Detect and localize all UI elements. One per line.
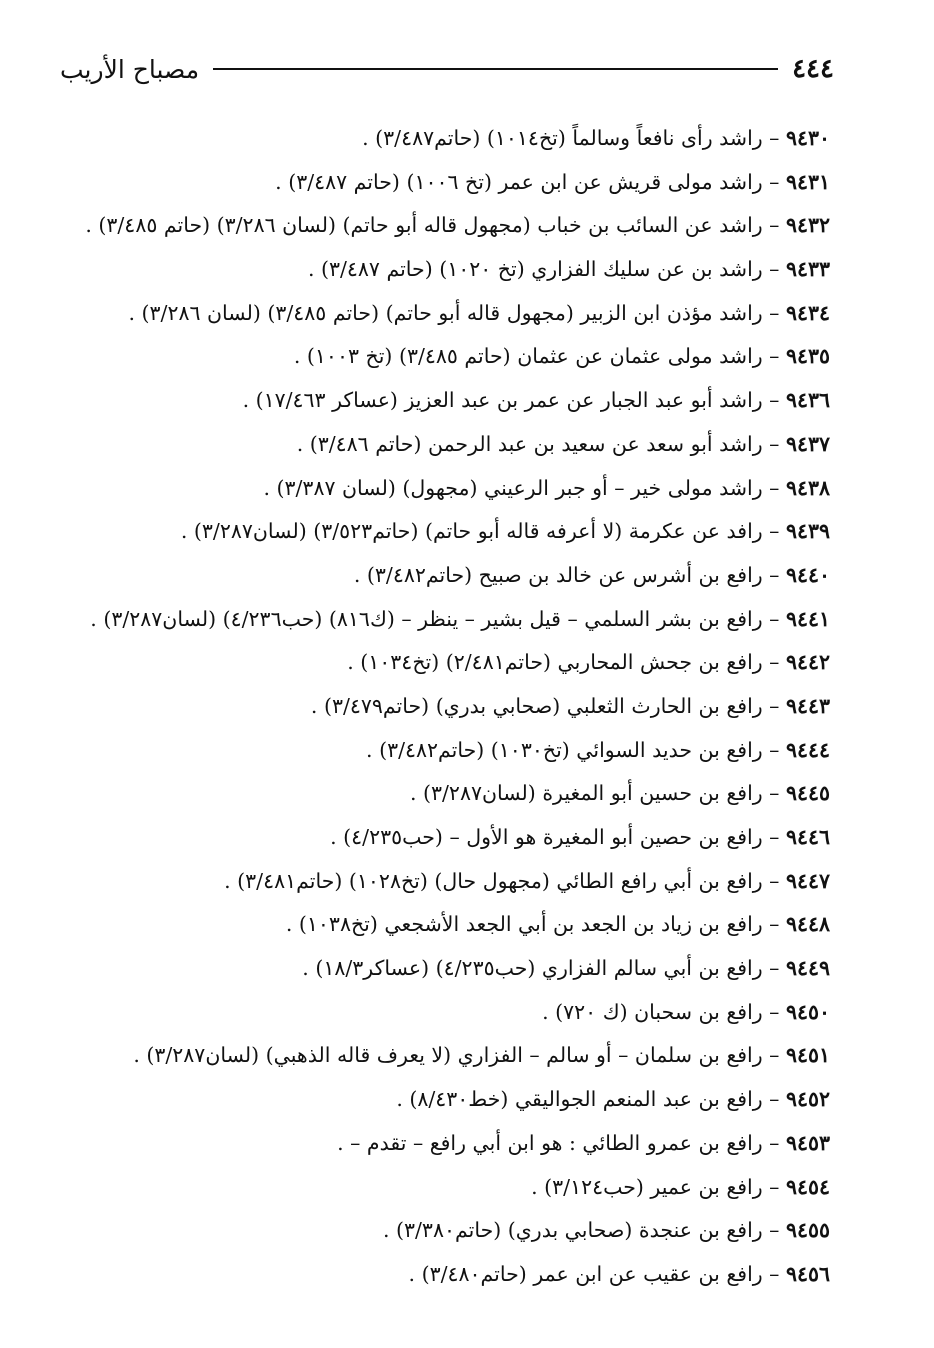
entry-text: – رافع بن جحش المحاربي (حاتم٢/٤٨١) (تخ١٠٣٤) . (347, 650, 786, 675)
list-item (40, 641, 830, 685)
entry-number: ٩٤٤٠ (785, 562, 830, 587)
entry-number: ٩٤٤٤ (785, 737, 830, 762)
entry-number: ٩٤٥٣ (785, 1130, 830, 1155)
entry-number: ٩٤٣٣ (785, 257, 830, 282)
entry-number: ٩٤٥١ (785, 1043, 830, 1068)
entry-text: – راشد أبو عبد الجبار عن عمر بن عبد العزيز (عساكر ١٧/٤٦٣) . (242, 388, 786, 413)
list-item (40, 204, 830, 248)
page-header (60, 46, 834, 92)
entry-text: – رافع بن زياد بن الجعد بن أبي الجعد الأشجعي (تخ١٠٣٨) . (285, 912, 786, 937)
entry-text: – راشد مولى عثمان عن عثمان (حاتم ٣/٤٨٥) (تخ ١٠٠٣) . (293, 344, 786, 369)
entry-number: ٩٤٤٥ (785, 781, 830, 806)
entry-text: – رافع بن عمير (حب٣/١٢٤) . (531, 1174, 786, 1199)
list-item (40, 379, 830, 423)
entry-number: ٩٤٥٠ (785, 999, 830, 1024)
entry-number: ٩٤٣٢ (785, 213, 830, 238)
entry-number: ٩٤٤٩ (785, 956, 830, 981)
entry-text: – رافع بن عمرو الطائي : هو ابن أبي رافع – تقدم – . (337, 1130, 786, 1155)
entry-number: ٩٤٤٢ (785, 650, 830, 675)
entry-text: – رافع بن حصين أبو المغيرة هو الأول – (حب٤/٢٣٥) . (330, 825, 786, 849)
entry-text: – رافع بن سحبان (ك ٧٢٠) . (542, 999, 786, 1024)
entry-text: – رافع بن أبي رافع الطائي (مجهول حال) (تخ١٠٢٨) (حاتم٣/٤٨١) . (224, 868, 786, 893)
entry-text: – رافع بن عبد المنعم الجواليقي (خط٨/٤٣٠) . (396, 1087, 786, 1112)
entry-number: ٩٤٣١ (785, 169, 830, 194)
entry-number: ٩٤٥٢ (785, 1087, 830, 1112)
entry-number: ٩٤٥٥ (785, 1218, 830, 1243)
entry-number: ٩٤٣٧ (785, 431, 830, 456)
list-item (40, 161, 830, 205)
entry-number: ٩٤٣٥ (785, 344, 830, 369)
entry-text: – رافع بن حديد السوائي (تخ١٠٣٠) (حاتم٣/٤٨٢) . (366, 737, 786, 762)
entry-number: ٩٤٣٤ (785, 300, 830, 325)
list-item (40, 1166, 830, 1210)
entry-text: – رافع بن حسين أبو المغيرة (لسان٣/٢٨٧) . (409, 781, 786, 806)
list-item (40, 1034, 830, 1078)
entry-text: – راشد عن السائب بن خباب (مجهول قاله أبو حاتم) (لسان ٣/٢٨٦) (حاتم ٣/٤٨٥) . (85, 213, 786, 238)
list-item (40, 729, 830, 773)
list-item (40, 117, 830, 161)
entry-number: ٩٤٣٠ (785, 126, 830, 150)
entry-text: – رافع بن أشرس عن خالد بن صبيح (حاتم٣/٤٨٢) . (353, 562, 786, 587)
entry-text: – راشد مولى خير – أو جبر الرعيني (مجهول) (لسان ٣/٣٨٧) . (263, 475, 786, 500)
list-item (40, 292, 830, 336)
list-item (40, 554, 830, 598)
list-item (40, 598, 830, 642)
page-number: ٤٤٤ (792, 54, 834, 84)
entry-number: ٩٤٣٨ (785, 475, 830, 500)
list-item (40, 947, 830, 991)
entry-text: – راشد أبو سعد عن سعيد بن عبد الرحمن (حاتم ٣/٤٨٦) . (296, 431, 786, 456)
entry-text: – رافد عن عكرمة (لا أعرفه قاله أبو حاتم) (حاتم٣/٥٢٣) (لسان٣/٢٨٧) . (180, 519, 786, 544)
entry-list (40, 117, 830, 1297)
entry-number: ٩٤٤٧ (785, 868, 830, 893)
list-item (40, 685, 830, 729)
list-item (40, 1122, 830, 1166)
entry-text: – راشد مولى قريش عن ابن عمر (تخ ١٠٠٦) (حاتم ٣/٤٨٧) . (275, 169, 786, 194)
entry-number: ٩٤٤١ (785, 606, 830, 631)
entry-text: – رافع بن الحارث الثعلبي (صحابي بدري) (حاتم٣/٤٧٩) . (310, 693, 786, 718)
entry-text: – رافع بن سلمان – أو سالم – الفزاري (لا يعرف قاله الذهبي) (لسان٣/٢٨٧) . (133, 1043, 786, 1068)
list-item (40, 816, 830, 860)
list-item (40, 423, 830, 467)
list-item (40, 1078, 830, 1122)
list-item (40, 335, 830, 379)
entry-text: – رافع بن عنجدة (صحابي بدري) (حاتم٣/٣٨٠) . (382, 1218, 786, 1243)
entry-text: – راشد رأى نافعاً وسالماً (تخ١٠١٤) (حاتم٣/٤٨٧) . (362, 126, 786, 150)
list-item (40, 903, 830, 947)
list-item (40, 991, 830, 1035)
entry-number: ٩٤٤٦ (785, 825, 830, 849)
list-item (40, 1209, 830, 1253)
list-item (40, 248, 830, 292)
list-item (40, 772, 830, 816)
entry-number: ٩٤٣٩ (785, 519, 830, 544)
entry-number: ٩٤٤٣ (785, 693, 830, 718)
list-item (40, 860, 830, 904)
entry-text: – راشد بن عن سليك الفزاري (تخ ١٠٢٠) (حاتم ٣/٤٨٧) . (307, 257, 786, 282)
running-title: مصباح الأريب (60, 54, 200, 84)
entry-text: – راشد مؤذن ابن الزبير (مجهول قاله أبو حاتم) (حاتم ٣/٤٨٥) (لسان ٣/٢٨٦) . (128, 300, 786, 325)
entry-text: – رافع بن عقيب عن ابن عمر (حاتم٣/٤٨٠) . (408, 1261, 786, 1286)
entry-text: – رافع بن أبي سالم الفزاري (حب٤/٢٣٥) (عساكر١٨/٣) . (302, 956, 786, 981)
entry-text: – رافع بن بشر السلمي – قيل بشير – ينظر – (ك٨١٦) (حب٤/٢٣٦) (لسان٣/٢٨٧) . (90, 606, 786, 631)
entry-number: ٩٤٣٦ (785, 388, 830, 413)
header-rule (213, 68, 778, 70)
entry-number: ٩٤٥٤ (785, 1174, 830, 1199)
list-item (40, 467, 830, 511)
list-item (40, 510, 830, 554)
entry-number: ٩٤٥٦ (785, 1261, 830, 1286)
list-item (40, 1253, 830, 1297)
entry-number: ٩٤٤٨ (785, 912, 830, 937)
